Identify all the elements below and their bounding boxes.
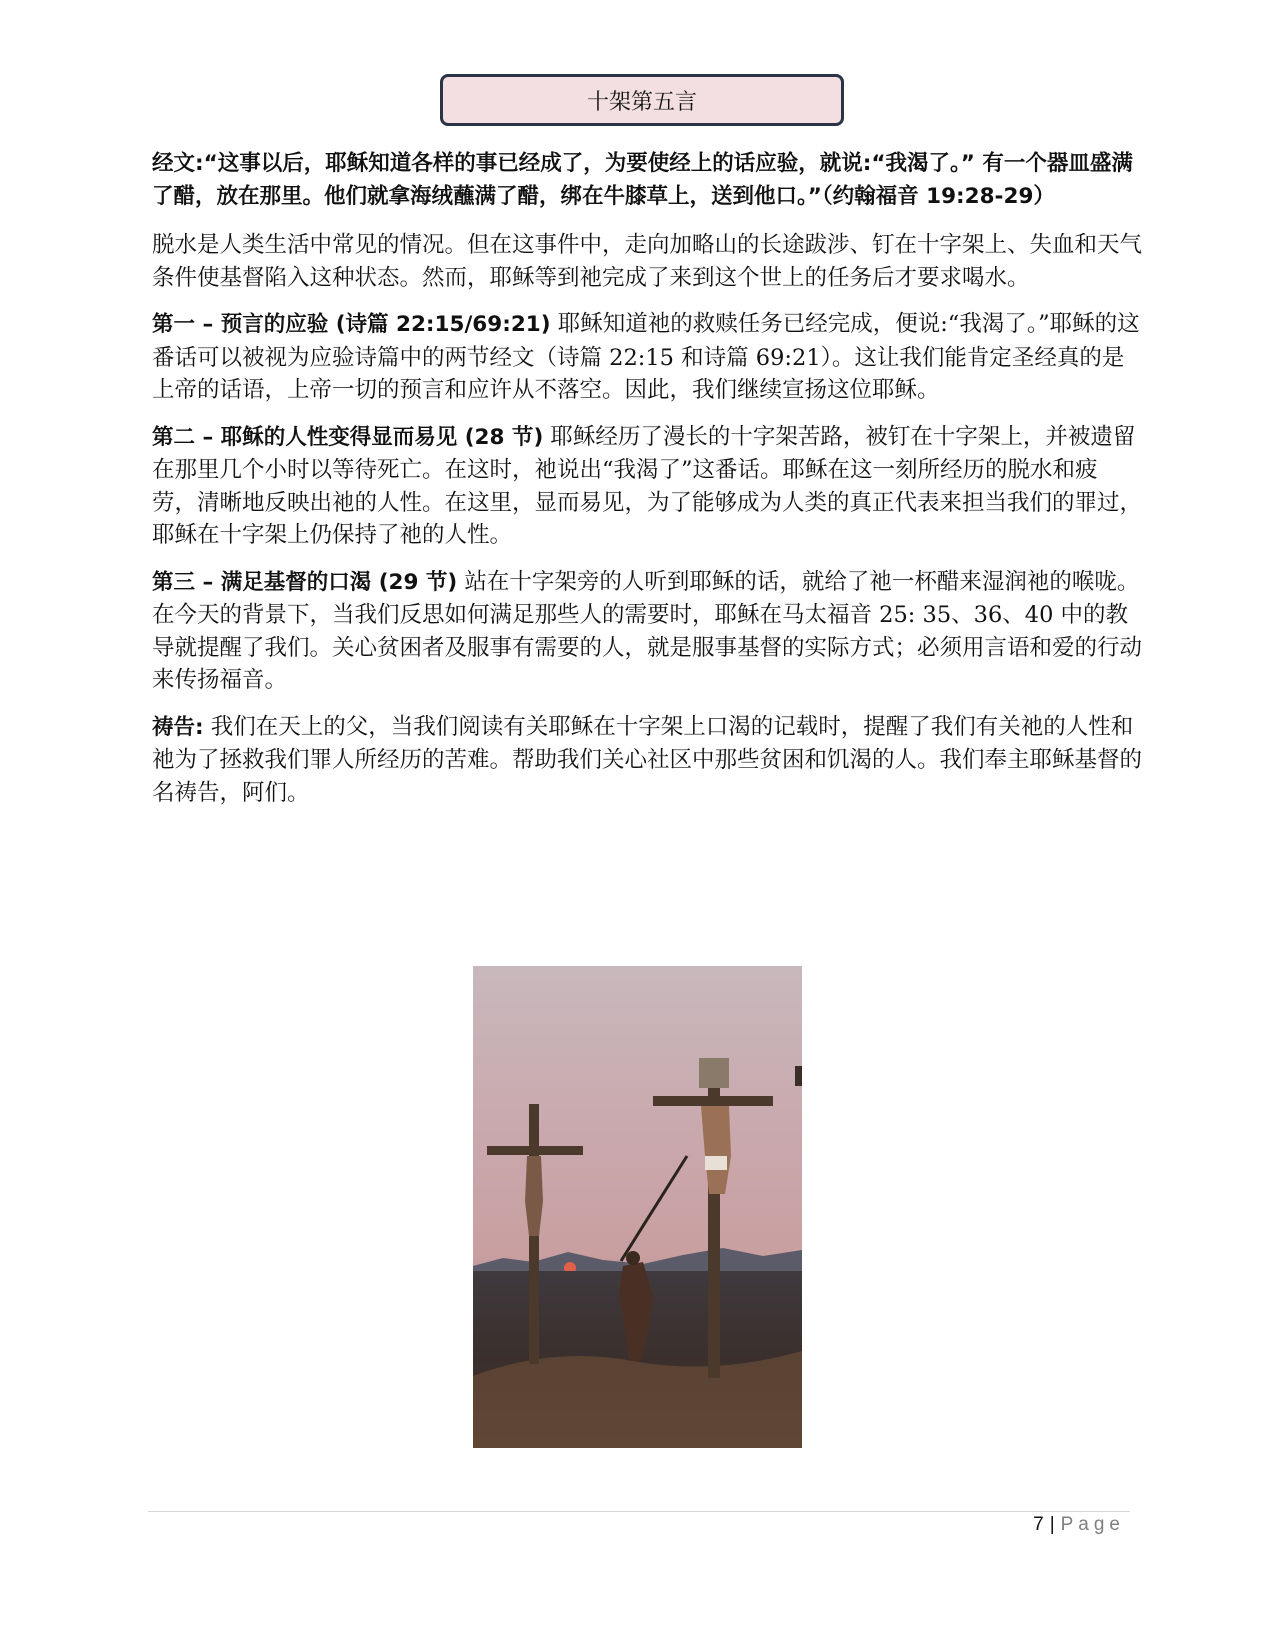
point-body-1: 耶稣知道祂的救赎任务已经完成，便说:“我渴了。”耶稣的这番话可以被视为应验诗篇中的两节经文（诗篇 22:15 和诗篇 69:21）。这让我们能肯定圣经真的是上帝的话语，上帝一切的预言和应许从不落空。因此，我们继续宣扬这位耶稣。 [152,311,1140,403]
right-cross-beam [653,1096,773,1106]
footer-divider [148,1511,1130,1512]
point-heading-1: 第一 – 预言的应验 (诗篇 22:15/69:21) [152,312,551,337]
point-paragraph-3 [152,566,1142,697]
page-label: Page [1060,1514,1125,1535]
crucifixion-illustration [473,966,802,1448]
point-paragraph-1 [152,308,1142,407]
page-number: 7 [1033,1514,1044,1535]
document-body [152,148,1142,823]
prayer-label: 祷告: [152,714,204,740]
scripture-label: 经文: [152,151,204,176]
soldier-head [626,1251,640,1265]
prayer-text: 我们在天上的父，当我们阅读有关耶稣在十字架上口渴的记载时，提醒了我们有关祂的人性和祂为了拯救我们罪人所经历的苦难。帮助我们关心社区中那些贫困和饥渴的人。我们奉主耶稣基督的名祷告，阿们。 [152,713,1143,806]
page-separator: | [1049,1514,1055,1535]
page-title-text: 十架第五言 [586,89,697,115]
third-cross-edge [795,1066,802,1086]
page-footer [1033,1514,1125,1536]
point-paragraph-2 [152,421,1142,552]
point-heading-3: 第三 – 满足基督的口渴 (29 节) [152,569,458,595]
point-body-3: 站在十字架旁的人听到耶稣的话，就给了祂一杯醋来湿润祂的喉咙。在今天的背景下，当我们反思如何满足那些人的需要时，耶稣在马太福音 25: 35、36、40 中的教导就提醒了我们。关心贫困者及服事有需要的人，就是服事基督的实际方式；必须用言语和爱的行动来传扬福音。 [152,568,1143,693]
left-figure [525,1156,543,1236]
hill-foreground [473,1351,802,1448]
page-title [440,74,844,126]
point-heading-2: 第二 – 耶稣的人性变得显而易见 (28 节) [152,424,544,450]
scripture-text: “这事以后，耶稣知道各样的事已经成了，为要使经上的话应验，就说:“我渴了。” 有一个器皿盛满了醋，放在那里。他们就拿海绒蘸满了醋，绑在牛膝草上，送到他口。”（约翰福音 19:28-29） [152,151,1133,209]
left-cross-beam [487,1146,583,1155]
intro-paragraph: 脱水是人类生活中常见的情况。但在这事件中，走向加略山的长途跋涉、钉在十字架上、失血和天气条件使基督陷入这种状态。然而，耶稣等到祂完成了来到这个世上的任务后才要求喝水。 [152,232,1143,291]
scripture-paragraph [152,148,1142,213]
loincloth [705,1156,727,1170]
titulus-sign [699,1058,729,1088]
point-body-2: 耶稣经历了漫长的十字架苦路，被钉在十字架上，并被遗留在那里几个小时以等待死亡。在这时，祂说出“我渴了”这番话。耶稣在这一刻所经历的脱水和疲劳，清晰地反映出祂的人性。在这里，显而易见，为了能够成为人类的真正代表来担当我们的罪过，耶稣在十字架上仍保持了祂的人性。 [152,423,1143,548]
prayer-paragraph [152,711,1142,810]
crucifixion-photo [473,966,802,1448]
